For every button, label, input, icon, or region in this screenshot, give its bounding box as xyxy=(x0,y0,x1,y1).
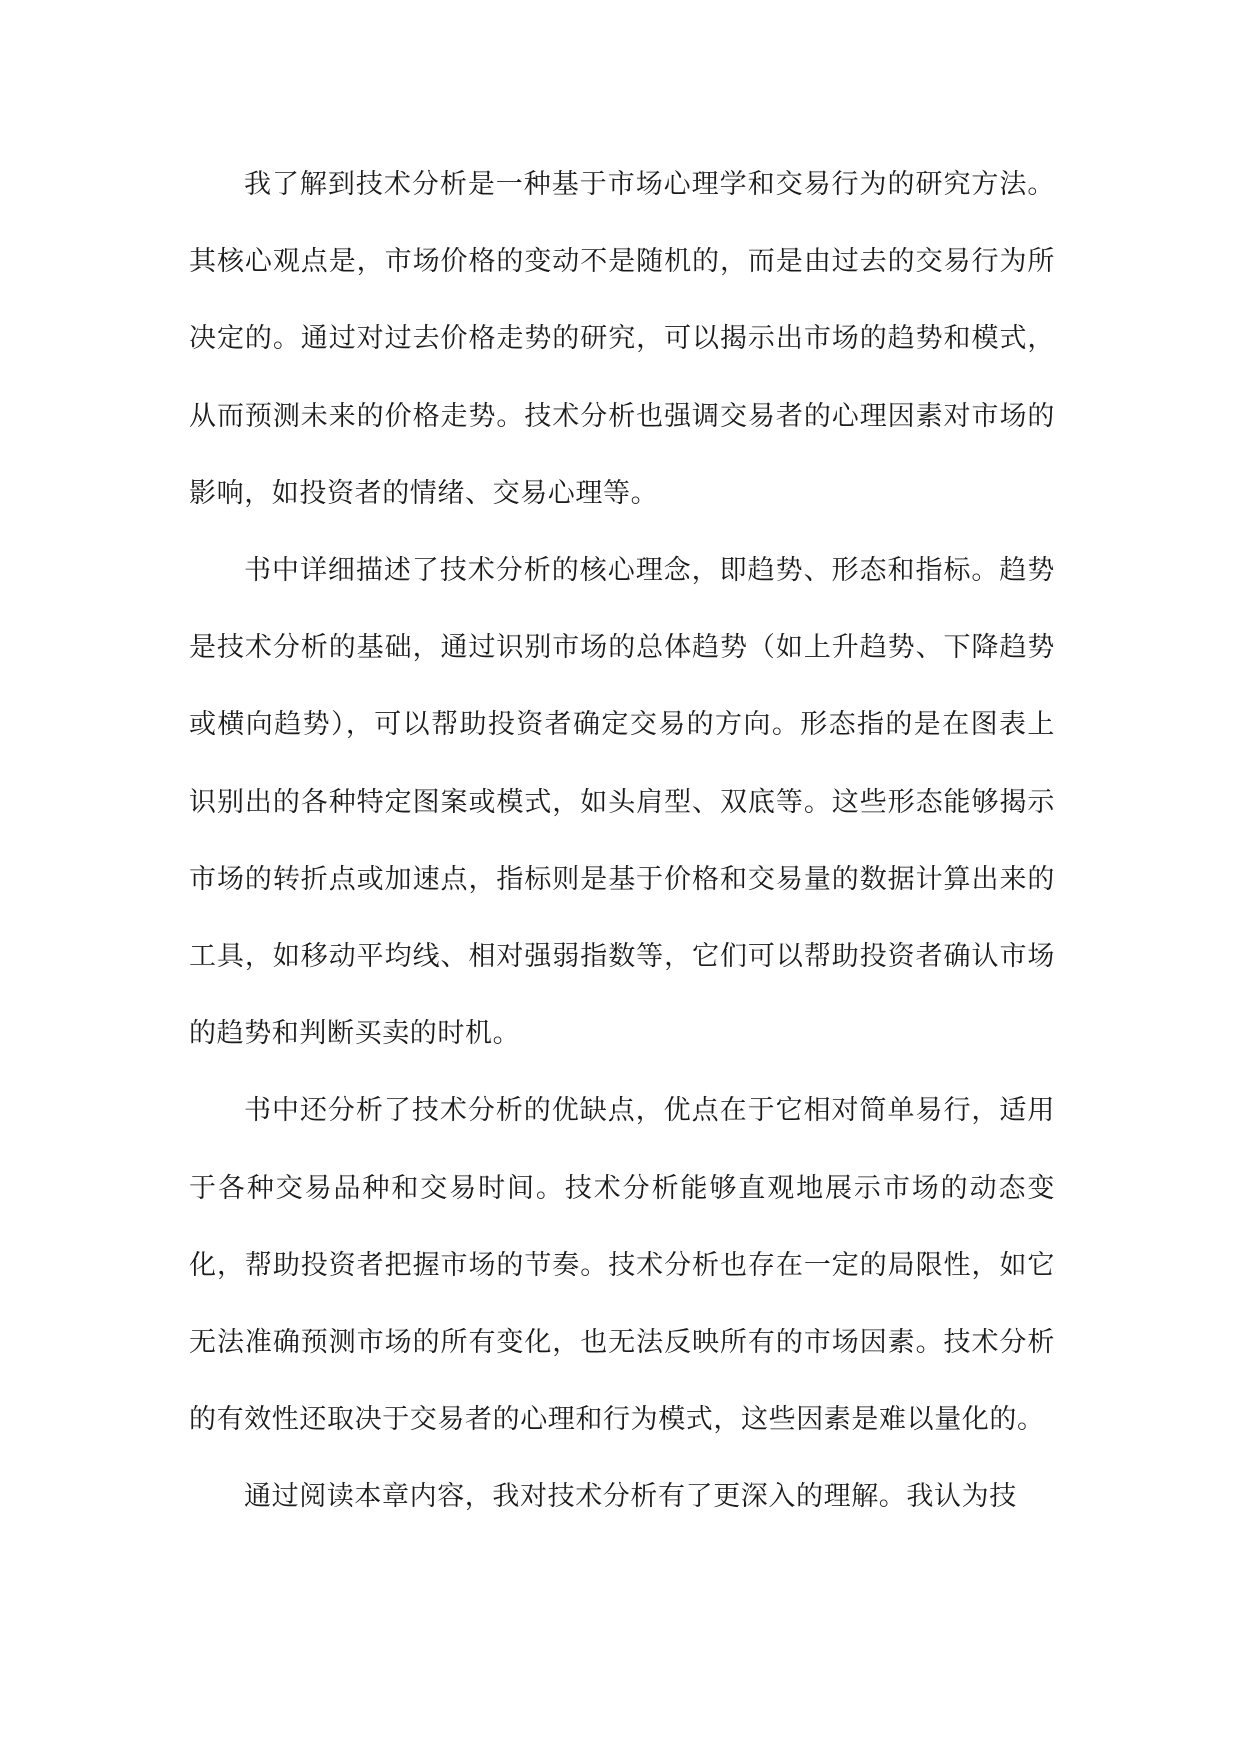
paragraph-4: 通过阅读本章内容，我对技术分析有了更深入的理解。我认为技 xyxy=(244,1481,1017,1513)
paragraph-3: 书中还分析了技术分析的优缺点，优点在于它相对简单易行，适用于各种交易品种和交易时间。技术分析能够直观地展示市场的动态变化，帮助投资者把握市场的节奏。技术分析也存在一定的局限性，如它无法准确预测市场的所有变化，也无法反映所有的市场因素。技术分析的有效性还取决于交易者的心理和行为模式，这些因素是难以量化的。 xyxy=(189,1095,1055,1436)
paragraph-1: 我了解到技术分析是一种基于市场心理学和交易行为的研究方法。其核心观点是，市场价格的变动不是随机的，而是由过去的交易行为所决定的。通过对过去价格走势的研究，可以揭示出市场的趋势和模式，从而预测未来的价格走势。技术分析也强调交易者的心理因素对市场的影响，如投资者的情绪、交易心理等。 xyxy=(189,169,1055,509)
paragraph-2: 书中详细描述了技术分析的核心理念，即趋势、形态和指标。趋势是技术分析的基础，通过识别市场的总体趋势（如上升趋势、下降趋势或横向趋势），可以帮助投资者确定交易的方向。形态指的是在图表上识别出的各种特定图案或模式，如头肩型、双底等。这些形态能够揭示市场的转折点或加速点，指标则是基于价格和交易量的数据计算出来的工具，如移动平均线、相对强弱指数等，它们可以帮助投资者确认市场的趋势和判断买卖的时机。 xyxy=(189,555,1055,1050)
body-text xyxy=(189,146,1055,1536)
